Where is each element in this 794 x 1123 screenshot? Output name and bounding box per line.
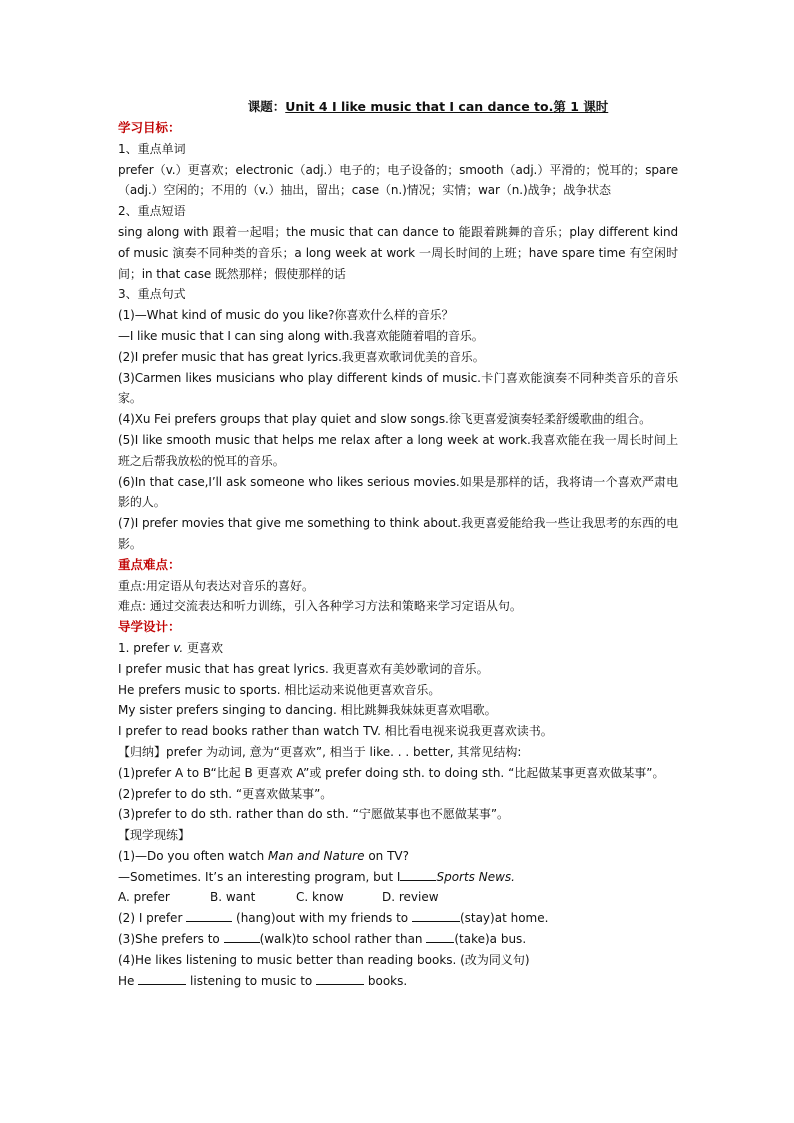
example-sentence: I prefer to read books rather than watch TV. 相比看电视来说我更喜欢读书。: [118, 724, 553, 739]
example-sentence: I prefer music that has great lyrics. 我更喜欢有美妙歌词的音乐。: [118, 661, 489, 676]
key-phrases-text: sing along with 跟着一起唱；the music that can dance to 能跟着跳舞的音乐；play different kind of music 演奏不同种类的音乐；a long week at work 一周长时间的上班；have spare time 有空闲时间；in that case 既然那样；假使那样的话: [118, 224, 678, 281]
sentence-item: (2)I prefer music that has great lyrics.我更喜欢歌词优美的音乐。: [118, 349, 485, 364]
sub-key-phrases: 2、重点短语: [118, 204, 186, 219]
sentence-item: (3)Carmen likes musicians who play different kinds of music.卡门喜欢能演奏不同种类音乐的音乐家。: [118, 370, 678, 406]
structure-item: (1)prefer A to B“比起 B 更喜欢 A”或 prefer doing sth. to doing sth. “比起做某事更喜欢做某事”。: [118, 765, 665, 780]
q2-text-mid: (hang)out with my friends to: [232, 911, 412, 926]
q3-text: (3)She prefers to: [118, 932, 224, 947]
option-a: A. prefer: [118, 890, 170, 905]
title-main: Unit 4 I like music that I can dance to.: [285, 99, 554, 114]
answer-blank[interactable]: [224, 931, 260, 943]
option-b: B. want: [210, 890, 256, 905]
question-1: [118, 846, 678, 867]
question-1-answer-line: [118, 867, 678, 888]
q3-text-mid: (walk)to school rather than: [259, 932, 427, 947]
question-4: (4)He likes listening to music better than reading books. (改为同义句): [118, 952, 530, 967]
q2-text-end: (stay)at home.: [459, 911, 549, 926]
option-d: D. review: [382, 890, 439, 905]
q2-text: (2) I prefer: [118, 911, 187, 926]
sentence-item: (4)Xu Fei prefers groups that play quiet and slow songs.徐飞更喜爱演奏轻柔舒缓歌曲的组合。: [118, 412, 652, 427]
sentence-item: (5)I like smooth music that helps me relax after a long week at work.我喜欢能在我一周长时间上班之后帮我放松的悦耳的音乐。: [118, 432, 678, 468]
key-point: 重点:用定语从句表达对音乐的喜好。: [118, 578, 315, 593]
sub-key-sentences: 3、重点句式: [118, 287, 186, 302]
practice-heading: 【现学现练】: [118, 828, 191, 843]
vocab-pos: v.: [173, 640, 184, 655]
answer-blank[interactable]: [426, 931, 454, 943]
difficult-point: 难点: 通过交流表达和听力训练，引入各种学习方法和策略来学习定语从句。: [118, 599, 522, 614]
q4-text: He: [118, 973, 139, 988]
q4-text-end: books.: [364, 973, 408, 988]
sentence-item: (7)I prefer movies that give me something to think about.我更喜爱能给我一些让我思考的东西的电影。: [118, 516, 678, 551]
vocab-entry: [118, 638, 678, 659]
question-3: [118, 929, 678, 950]
title-prefix: 课题：: [247, 99, 286, 114]
sub-key-words: 1、重点单词: [118, 141, 186, 156]
q1-reply: —Sometimes. It’s an interesting program, but I: [118, 869, 401, 884]
answer-blank[interactable]: [186, 910, 232, 922]
question-2: [118, 908, 678, 929]
q1-text-end: on TV?: [364, 848, 409, 863]
heading-key-difficult: 重点难点：: [118, 556, 181, 572]
question-1-options: [118, 887, 678, 908]
sentence-item: —I like music that I can sing along with.我喜欢能随着唱的音乐。: [118, 328, 484, 343]
question-4-rewrite: [118, 971, 678, 992]
answer-blank[interactable]: [316, 973, 364, 985]
lesson-title: [118, 96, 678, 118]
summary-text: 【归纳】prefer 为动词, 意为“更喜欢”, 相当于 like. . . better, 其常见结构:: [118, 744, 522, 759]
structure-item: (2)prefer to do sth. “更喜欢做某事”。: [118, 786, 333, 801]
example-sentence: My sister prefers singing to dancing. 相比跳舞我妹妹更喜欢唱歌。: [118, 703, 497, 718]
answer-blank[interactable]: [412, 910, 460, 922]
answer-blank[interactable]: [400, 869, 436, 881]
q1-program-name: Sports News.: [436, 869, 515, 884]
sentence-item: (6)In that case,I’ll ask someone who likes serious movies.如果是那样的话，我将请一个喜欢严肃电影的人。: [118, 474, 678, 510]
heading-learning-goals: 学习目标：: [118, 120, 181, 135]
document-page: [118, 96, 678, 991]
key-words-text: prefer（v.）更喜欢；electronic（adj.）电子的；电子设备的；smooth（adj.）平滑的；悦耳的；spare（adj.）空闲的；不用的（v.）抽出，留出；case（n.)情况；实情；war（n.)战争；战争状态: [118, 162, 678, 198]
q1-text: (1)—Do you often watch: [118, 848, 269, 863]
structure-item: (3)prefer to do sth. rather than do sth. “宁愿做某事也不愿做某事”。: [118, 807, 510, 822]
heading-guided-design: 导学设计：: [118, 619, 181, 635]
vocab-word: 1. prefer: [118, 640, 174, 655]
option-c: C. know: [296, 890, 344, 905]
vocab-meaning: 更喜欢: [183, 640, 224, 655]
q3-text-end: (take)a bus.: [454, 932, 527, 947]
answer-blank[interactable]: [138, 973, 186, 985]
title-suffix: 第 1 课时: [553, 99, 609, 114]
sentence-item: (1)—What kind of music do you like?你喜欢什么样的音乐？: [118, 308, 454, 323]
example-sentence: He prefers music to sports. 相比运动来说他更喜欢音乐。: [118, 682, 441, 697]
q1-program-title: Man and Nature: [268, 848, 365, 863]
q4-text-mid: listening to music to: [186, 973, 317, 988]
